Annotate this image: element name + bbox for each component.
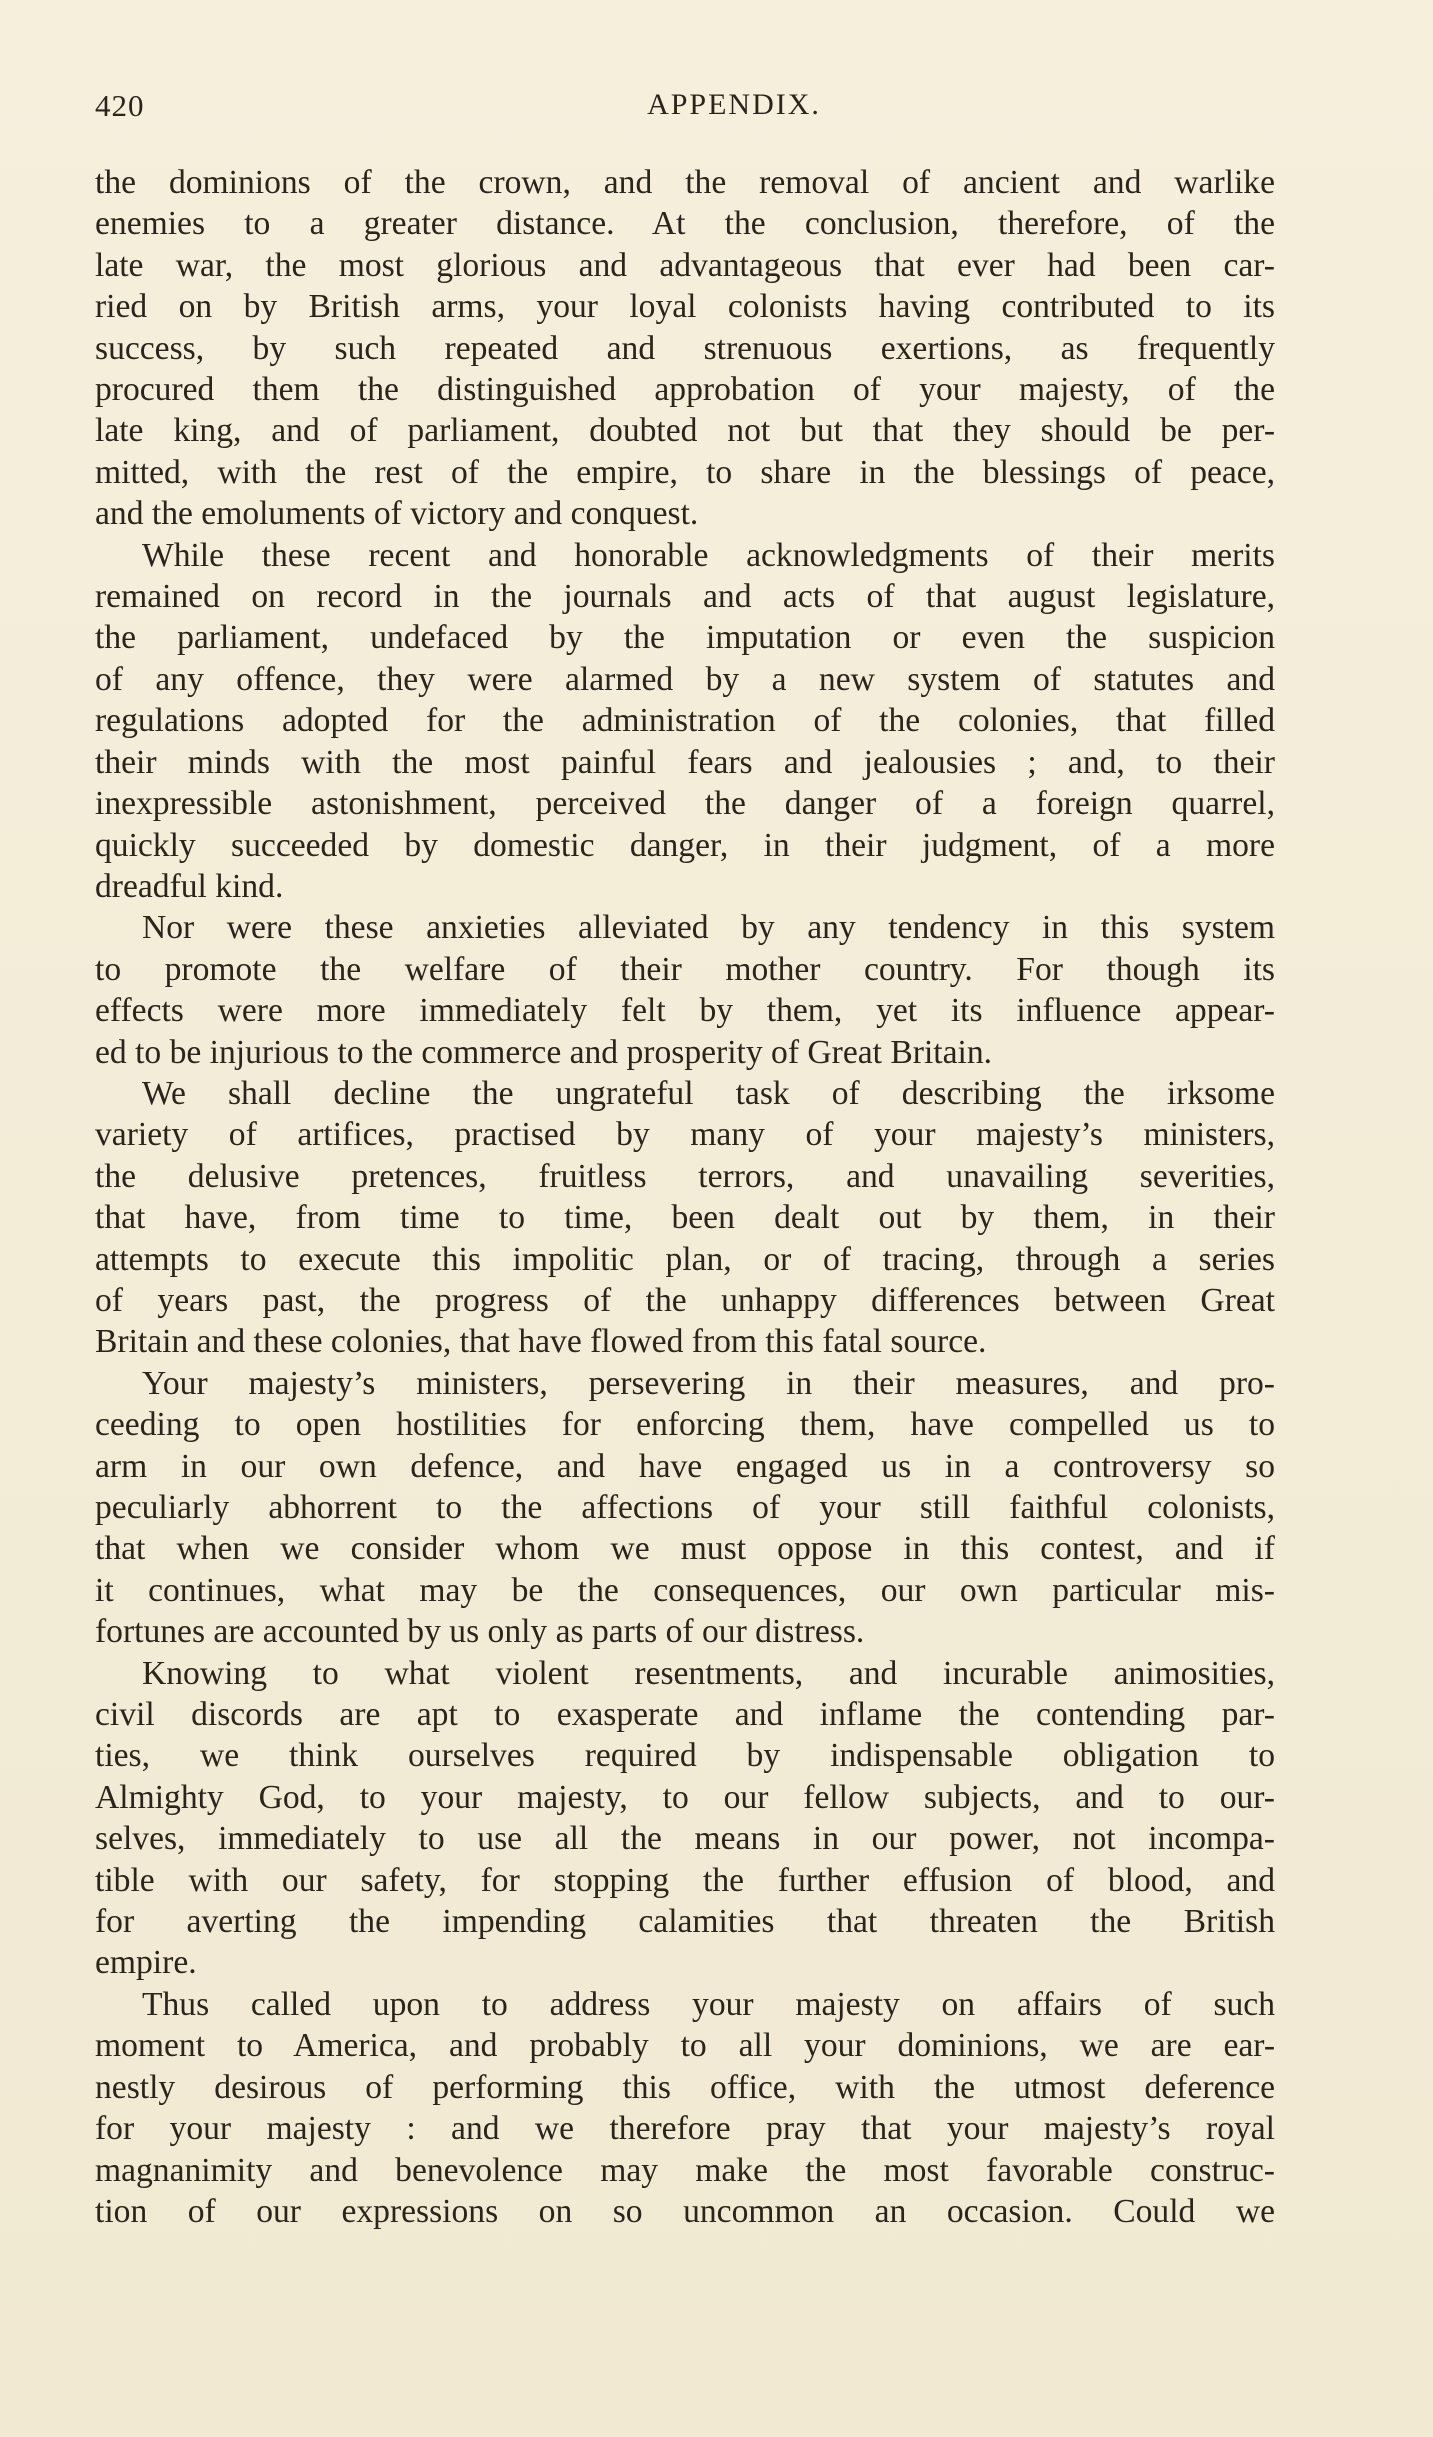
body-text — [95, 162, 1275, 2232]
paragraph — [95, 1653, 1275, 1984]
text-line: quickly succeeded by domestic danger, in their judgment, of a more — [95, 826, 1275, 864]
text-line: attempts to execute this impolitic plan, or of tracing, through a series — [95, 1240, 1275, 1278]
text-line: of any offence, they were alarmed by a new system of statutes and — [95, 660, 1275, 698]
text-line: inexpressible astonishment, perceived the danger of a foreign quarrel, — [95, 785, 1275, 823]
text-line: selves, immediately to use all the means in our power, not incompa- — [95, 1820, 1275, 1858]
text-line: Almighty God, to your majesty, to our fellow subjects, and to our- — [95, 1778, 1275, 1816]
text-line: nestly desirous of performing this office, with the utmost deference — [95, 2068, 1275, 2106]
text-line: arm in our own defence, and have engaged us in a controversy so — [95, 1447, 1275, 1485]
text-line: to promote the welfare of their mother country. For though its — [95, 950, 1275, 988]
text-line: tible with our safety, for stopping the further effusion of blood, and — [95, 1861, 1275, 1899]
text-line: procured them the distinguished approbation of your majesty, of the — [95, 371, 1275, 409]
text-line: effects were more immediately felt by them, yet its influence appear- — [95, 992, 1275, 1030]
text-line: and the emoluments of victory and conquest. — [95, 495, 699, 533]
paragraph — [95, 1984, 1275, 2232]
text-line: Thus called upon to address your majesty on affairs of such — [142, 1985, 1275, 2023]
paragraph — [95, 907, 1275, 1073]
paragraph — [95, 1363, 1275, 1653]
text-line: moment to America, and probably to all your dominions, we are ear- — [95, 2027, 1275, 2065]
text-line: While these recent and honorable acknowledgments of their merits — [142, 536, 1275, 574]
text-line: ties, we think ourselves required by indispensable obligation to — [95, 1737, 1275, 1775]
text-line: that have, from time to time, been dealt out by them, in their — [95, 1199, 1275, 1237]
paragraph — [95, 1073, 1275, 1363]
text-line: Britain and these colonies, that have flowed from this fatal source. — [95, 1323, 987, 1361]
text-line: the parliament, undefaced by the imputation or even the suspicion — [95, 619, 1275, 657]
text-line: Knowing to what violent resentments, and incurable animosities, — [142, 1654, 1275, 1692]
running-head: APPENDIX. — [647, 88, 821, 121]
text-line: enemies to a greater distance. At the conclusion, therefore, of the — [95, 205, 1275, 243]
text-line: remained on record in the journals and acts of that august legislature, — [95, 578, 1275, 616]
text-line: for averting the impending calamities that threaten the British — [95, 1903, 1275, 1941]
text-line: peculiarly abhorrent to the affections of your still faithful colonists, — [95, 1489, 1275, 1526]
text-line: late king, and of parliament, doubted not but that they should be per- — [95, 412, 1275, 450]
text-line: civil discords are apt to exasperate and inflame the contending par- — [95, 1696, 1275, 1734]
text-line: their minds with the most painful fears and jealousies ; and, to their — [95, 743, 1275, 781]
text-line: late war, the most glorious and advantageous that ever had been car- — [95, 246, 1275, 284]
text-line: it continues, what may be the consequences, our own particular mis- — [95, 1571, 1275, 1609]
text-line: We shall decline the ungrateful task of describing the irksome — [142, 1074, 1275, 1112]
text-line: of years past, the progress of the unhappy differences between Great — [95, 1281, 1275, 1319]
text-line: Your majesty’s ministers, persevering in their measures, and pro- — [142, 1364, 1275, 1402]
text-line: ried on by British arms, your loyal colonists having contributed to its — [95, 288, 1275, 326]
text-line: dreadful kind. — [95, 867, 284, 905]
text-line: the dominions of the crown, and the removal of ancient and warlike — [95, 164, 1275, 201]
text-line: magnanimity and benevolence may make the most favorable construc- — [95, 2151, 1275, 2189]
text-line: empire. — [95, 1944, 197, 1982]
text-line: ceeding to open hostilities for enforcing them, have compelled us to — [95, 1406, 1275, 1444]
text-line: for your majesty : and we therefore pray that your majesty’s royal — [95, 2110, 1275, 2148]
paragraph — [95, 162, 1275, 535]
text-line: that when we consider whom we must oppose in this contest, and if — [95, 1530, 1275, 1568]
text-line: fortunes are accounted by us only as parts of our distress. — [95, 1613, 865, 1651]
text-line: the delusive pretences, fruitless terrors, and unavailing severities, — [95, 1157, 1275, 1195]
text-line: regulations adopted for the administration of the colonies, that filled — [95, 702, 1275, 740]
text-line: tion of our expressions on so uncommon an occasion. Could we — [95, 2192, 1275, 2230]
text-line: Nor were these anxieties alleviated by any tendency in this system — [142, 909, 1275, 947]
page-number: 420 — [95, 88, 145, 123]
page-header — [95, 88, 1293, 136]
text-line: mitted, with the rest of the empire, to share in the blessings of peace, — [95, 453, 1275, 491]
text-line: variety of artifices, practised by many of your majesty’s ministers, — [95, 1116, 1275, 1154]
text-line: success, by such repeated and strenuous exertions, as frequently — [95, 329, 1275, 367]
paragraph — [95, 535, 1275, 908]
text-line: ed to be injurious to the commerce and prosperity of Great Britain. — [95, 1033, 993, 1071]
